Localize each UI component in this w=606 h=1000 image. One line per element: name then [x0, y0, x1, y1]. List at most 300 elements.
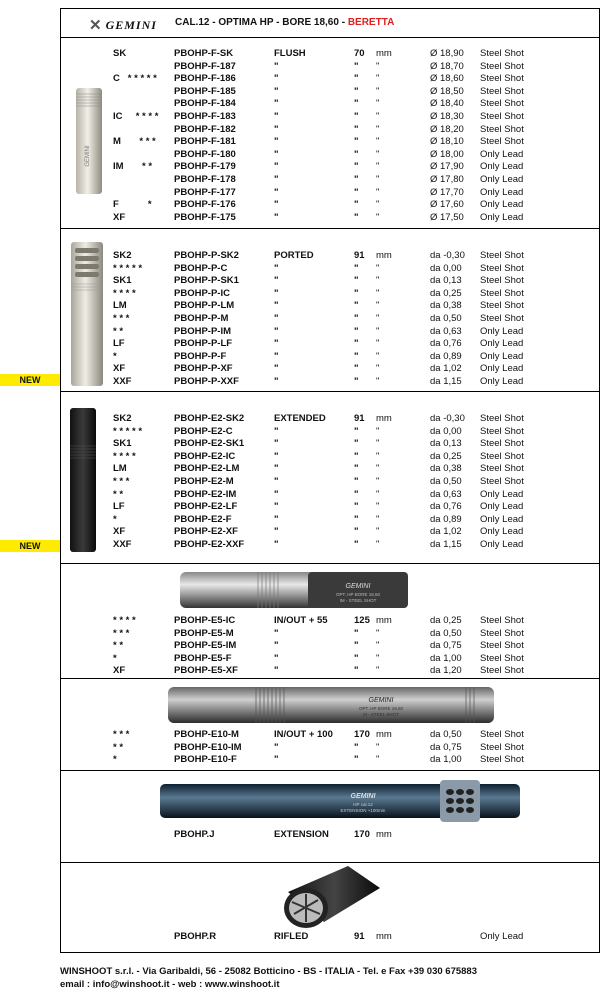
shot-cell: Only Lead: [480, 325, 524, 337]
shot-cell: Only Lead: [480, 376, 524, 387]
grade-cell: * * * *: [113, 615, 136, 626]
shot-cell: Only Lead: [480, 501, 524, 513]
unit-cell: ": [376, 652, 380, 664]
shot-cell: Steel Shot: [480, 627, 524, 639]
svg-text:HP cal.12: HP cal.12: [353, 802, 373, 807]
shot-cell: Steel Shot: [480, 741, 524, 753]
unit-cell: ": [376, 60, 380, 72]
length-cell: ": [354, 325, 359, 337]
code-cell: PBOHP-E2-IM: [174, 488, 237, 500]
diameter-cell: da -0,30: [430, 250, 465, 261]
table-row: [60, 250, 600, 263]
diameter-cell: Ø 17,70: [430, 186, 464, 198]
table-row: [60, 476, 600, 489]
type-cell: ": [274, 526, 279, 538]
svg-text:M - STEEL SHOT: M - STEEL SHOT: [363, 712, 399, 717]
unit-cell: ": [376, 463, 380, 475]
diameter-cell: Ø 18,00: [430, 148, 464, 160]
length-cell: ": [354, 640, 359, 652]
length-cell: ": [354, 501, 359, 513]
unit-cell: ": [376, 275, 380, 287]
shot-cell: Steel Shot: [480, 300, 524, 312]
length-cell: ": [354, 438, 359, 450]
length-cell: ": [354, 363, 359, 375]
unit-cell: ": [376, 174, 380, 185]
code-cell: PBOHP-P-LM: [174, 300, 235, 312]
length-cell: ": [354, 111, 359, 122]
table-row: [60, 463, 600, 476]
type-cell: IN/OUT + 100: [274, 729, 333, 740]
shot-cell: Steel Shot: [480, 123, 524, 135]
footer-contacts: email : info@winshoot.it - web : www.winshoot.it: [60, 979, 280, 990]
unit-cell: ": [376, 73, 380, 85]
grade-cell: M * * *: [113, 136, 156, 148]
unit-cell: ": [376, 526, 380, 538]
table-row: [60, 501, 600, 514]
grade-cell: F *: [113, 199, 152, 211]
table-row: [60, 48, 600, 61]
unit-cell: ": [376, 287, 380, 299]
type-cell: ": [274, 376, 279, 387]
shot-cell: Steel Shot: [480, 85, 524, 97]
type-cell: ": [274, 640, 279, 652]
shot-cell: Steel Shot: [480, 413, 524, 424]
length-cell: ": [354, 174, 359, 185]
unit-cell: mm: [376, 729, 392, 740]
unit-cell: ": [376, 488, 380, 500]
table-row: [60, 124, 600, 137]
length-cell: ": [354, 376, 359, 387]
type-cell: ": [274, 450, 279, 462]
shot-cell: Steel Shot: [480, 438, 524, 450]
type-cell: ": [274, 148, 279, 160]
length-cell: ": [354, 98, 359, 110]
table-row: [60, 288, 600, 301]
length-cell: ": [354, 186, 359, 198]
code-cell: PBOHP-F-181: [174, 136, 236, 148]
grade-cell: *: [113, 350, 117, 362]
length-cell: ": [354, 211, 359, 223]
length-cell: 125: [354, 615, 370, 626]
grade-cell: LF: [113, 338, 125, 350]
type-cell: ": [274, 199, 279, 211]
inout100-choke-image: [166, 684, 496, 726]
table-row: [60, 376, 600, 389]
shot-cell: Steel Shot: [480, 665, 524, 677]
diameter-cell: da 1,15: [430, 376, 462, 387]
table-row: [60, 161, 600, 174]
type-cell: ": [274, 211, 279, 223]
shot-cell: Steel Shot: [480, 250, 524, 261]
diameter-cell: da 0,76: [430, 501, 462, 513]
diameter-cell: da 1,00: [430, 652, 462, 664]
type-cell: ": [274, 98, 279, 110]
type-cell: ": [274, 338, 279, 350]
inout55-brand: GEMINI: [345, 583, 371, 590]
diameter-cell: da 0,89: [430, 350, 462, 362]
type-cell: ": [274, 438, 279, 450]
type-cell: ": [274, 665, 279, 677]
table-row: [60, 199, 600, 212]
grade-cell: * *: [113, 325, 124, 337]
diameter-cell: da 1,00: [430, 754, 462, 766]
unit-cell: ": [376, 161, 380, 173]
diameter-cell: da 0,50: [430, 627, 462, 639]
table-row: [60, 61, 600, 74]
shot-cell: Steel Shot: [480, 652, 524, 664]
type-cell: ": [274, 539, 279, 550]
shot-cell: Steel Shot: [480, 313, 524, 324]
type-cell: ": [274, 161, 279, 173]
table-row: [60, 514, 600, 527]
code-cell: PBOHP-F-187: [174, 60, 236, 72]
rifled-choke-image: [268, 862, 386, 930]
diameter-cell: da 0,38: [430, 463, 462, 475]
table-row: [60, 73, 600, 86]
type-cell: ": [274, 488, 279, 500]
shot-cell: Only Lead: [480, 931, 524, 942]
table-row: [60, 931, 600, 944]
code-cell: PBOHP-E5-M: [174, 627, 234, 639]
length-cell: 170: [354, 829, 370, 840]
gemini-x-icon: ✕: [89, 17, 103, 34]
grade-cell: XXF: [113, 376, 132, 387]
type-cell: IN/OUT + 55: [274, 615, 328, 626]
table-row: [60, 149, 600, 162]
code-cell: PBOHP-E2-M: [174, 476, 234, 487]
code-cell: PBOHP-E5-F: [174, 652, 232, 664]
code-cell: PBOHP-F-176: [174, 199, 236, 211]
length-cell: ": [354, 754, 359, 766]
diameter-cell: da 0,50: [430, 729, 462, 740]
grade-cell: LM: [113, 300, 127, 312]
table-row: [60, 187, 600, 200]
table-row: [60, 640, 600, 653]
length-cell: ": [354, 338, 359, 350]
svg-text:IM - STEEL SHOT: IM - STEEL SHOT: [339, 598, 377, 603]
type-cell: ": [274, 350, 279, 362]
unit-cell: ": [376, 136, 380, 148]
shot-cell: Steel Shot: [480, 425, 524, 437]
grade-cell: XF: [113, 211, 126, 223]
diameter-cell: Ø 17,50: [430, 211, 464, 223]
unit-cell: ": [376, 199, 380, 211]
unit-cell: mm: [376, 829, 392, 840]
shot-cell: Only Lead: [480, 186, 524, 198]
svg-text:GEMINI: GEMINI: [85, 145, 91, 167]
code-cell: PBOHP.R: [174, 931, 217, 942]
length-cell: ": [354, 350, 359, 362]
type-cell: ": [274, 425, 279, 437]
grade-cell: SK2: [113, 413, 132, 424]
shot-cell: Only Lead: [480, 338, 524, 350]
diameter-cell: da 0,50: [430, 476, 462, 487]
code-cell: PBOHP-E5-XF: [174, 665, 238, 677]
unit-cell: ": [376, 186, 380, 198]
grade-cell: SK: [113, 48, 127, 59]
code-cell: PBOHP-F-178: [174, 174, 236, 185]
diameter-cell: da 0,00: [430, 425, 462, 437]
type-cell: ": [274, 111, 279, 122]
grade-cell: * *: [113, 488, 124, 500]
shot-cell: Steel Shot: [480, 48, 524, 59]
type-cell: RIFLED: [274, 931, 309, 942]
type-cell: ": [274, 136, 279, 148]
extension-brand: GEMINI: [350, 793, 376, 800]
code-cell: PBOHP-E2-SK2: [174, 413, 245, 424]
length-cell: ": [354, 123, 359, 135]
length-cell: ": [354, 262, 359, 274]
diameter-cell: da 0,13: [430, 275, 462, 287]
unit-cell: ": [376, 376, 380, 387]
unit-cell: mm: [376, 615, 392, 626]
length-cell: ": [354, 741, 359, 753]
code-cell: PBOHP-E2-LF: [174, 501, 238, 513]
code-cell: PBOHP-F-177: [174, 186, 236, 198]
shot-cell: Steel Shot: [480, 262, 524, 274]
type-cell: ": [274, 186, 279, 198]
grade-cell: *: [113, 754, 117, 766]
unit-cell: ": [376, 501, 380, 513]
length-cell: ": [354, 60, 359, 72]
unit-cell: ": [376, 665, 380, 677]
type-cell: ": [274, 501, 279, 513]
grade-cell: * * *: [113, 627, 130, 639]
inout55-choke-image: [178, 569, 410, 611]
unit-cell: ": [376, 350, 380, 362]
shot-cell: Only Lead: [480, 513, 524, 525]
length-cell: 70: [354, 48, 365, 59]
type-cell: EXTENSION: [274, 829, 329, 840]
type-cell: ": [274, 463, 279, 475]
diameter-cell: Ø 18,20: [430, 123, 464, 135]
type-cell: ": [274, 275, 279, 287]
length-cell: ": [354, 665, 359, 677]
shot-cell: Steel Shot: [480, 476, 524, 487]
unit-cell: mm: [376, 250, 392, 261]
diameter-cell: da 0,38: [430, 300, 462, 312]
shot-cell: Steel Shot: [480, 615, 524, 626]
unit-cell: ": [376, 123, 380, 135]
diameter-cell: da 0,63: [430, 488, 462, 500]
extension-image: [158, 778, 524, 824]
table-row: [60, 86, 600, 99]
unit-cell: ": [376, 338, 380, 350]
code-cell: PBOHP-E5-IM: [174, 640, 237, 652]
grade-cell: C * * * * *: [113, 73, 157, 85]
grade-cell: XF: [113, 665, 126, 677]
length-cell: ": [354, 627, 359, 639]
table-row: [60, 212, 600, 225]
length-cell: 91: [354, 413, 365, 424]
length-cell: ": [354, 463, 359, 475]
brand-name: GEMINI: [105, 17, 157, 32]
unit-cell: ": [376, 300, 380, 312]
length-cell: ": [354, 161, 359, 173]
unit-cell: ": [376, 85, 380, 97]
type-cell: ": [274, 627, 279, 639]
page-title: CAL.12 - OPTIMA HP - BORE 18,60 - BERETTA: [175, 17, 395, 28]
length-cell: 91: [354, 931, 365, 942]
code-cell: PBOHP-E10-M: [174, 729, 239, 740]
diameter-cell: Ø 18,30: [430, 111, 464, 122]
shot-cell: Only Lead: [480, 350, 524, 362]
shot-cell: Only Lead: [480, 488, 524, 500]
diameter-cell: da 0,00: [430, 262, 462, 274]
length-cell: ": [354, 275, 359, 287]
table-row: [60, 351, 600, 364]
unit-cell: ": [376, 627, 380, 639]
shot-cell: Only Lead: [480, 539, 524, 550]
unit-cell: ": [376, 450, 380, 462]
code-cell: PBOHP-E2-F: [174, 513, 232, 525]
code-cell: PBOHP-E2-LM: [174, 463, 240, 475]
grade-cell: * * * *: [113, 287, 136, 299]
code-cell: PBOHP-F-SK: [174, 48, 234, 59]
unit-cell: mm: [376, 48, 392, 59]
diameter-cell: da 0,25: [430, 450, 462, 462]
unit-cell: ": [376, 148, 380, 160]
code-cell: PBOHP-P-XF: [174, 363, 233, 375]
length-cell: ": [354, 450, 359, 462]
diameter-cell: Ø 18,10: [430, 136, 464, 148]
type-cell: ": [274, 85, 279, 97]
length-cell: 91: [354, 250, 365, 261]
type-cell: ": [274, 652, 279, 664]
code-cell: PBOHP.J: [174, 829, 215, 840]
table-row: [60, 111, 600, 124]
diameter-cell: da 0,75: [430, 741, 462, 753]
diameter-cell: Ø 18,50: [430, 85, 464, 97]
shot-cell: Only Lead: [480, 199, 524, 211]
grade-cell: LF: [113, 501, 125, 513]
type-cell: ": [274, 476, 279, 487]
diameter-cell: da 0,50: [430, 313, 462, 324]
diameter-cell: Ø 17,90: [430, 161, 464, 173]
table-row: [60, 539, 600, 552]
shot-cell: Steel Shot: [480, 136, 524, 148]
shot-cell: Steel Shot: [480, 111, 524, 122]
grade-cell: *: [113, 652, 117, 664]
table-row: [60, 136, 600, 149]
table-row: [60, 98, 600, 111]
length-cell: ": [354, 73, 359, 85]
diameter-cell: da 0,76: [430, 338, 462, 350]
diameter-cell: da 0,75: [430, 640, 462, 652]
table-row: [60, 742, 600, 755]
unit-cell: ": [376, 425, 380, 437]
unit-cell: ": [376, 325, 380, 337]
type-cell: ": [274, 123, 279, 135]
code-cell: PBOHP-P-XXF: [174, 376, 239, 387]
shot-cell: Only Lead: [480, 174, 524, 185]
unit-cell: ": [376, 211, 380, 223]
code-cell: PBOHP-E2-IC: [174, 450, 236, 462]
length-cell: ": [354, 526, 359, 538]
shot-cell: Steel Shot: [480, 98, 524, 110]
table-row: [60, 653, 600, 666]
type-cell: PORTED: [274, 250, 314, 261]
shot-cell: Steel Shot: [480, 73, 524, 85]
grade-cell: XF: [113, 363, 126, 375]
svg-text:EXTENSION +100mm: EXTENSION +100mm: [340, 808, 386, 813]
type-cell: ": [274, 754, 279, 766]
diameter-cell: da 0,89: [430, 513, 462, 525]
table-row: [60, 729, 600, 742]
code-cell: PBOHP-P-LF: [174, 338, 233, 350]
table-row: [60, 326, 600, 339]
grade-cell: SK2: [113, 250, 132, 261]
shot-cell: Only Lead: [480, 211, 524, 223]
svg-text:OPT. HP BORE 18,60: OPT. HP BORE 18,60: [336, 592, 380, 597]
grade-cell: IM * *: [113, 161, 153, 173]
unit-cell: ": [376, 313, 380, 324]
grade-cell: * * * * *: [113, 262, 143, 274]
grade-cell: XF: [113, 526, 126, 538]
table-row: [60, 665, 600, 678]
table-row: [60, 754, 600, 767]
table-row: [60, 263, 600, 276]
table-row: [60, 338, 600, 351]
length-cell: ": [354, 287, 359, 299]
code-cell: PBOHP-F-175: [174, 211, 236, 223]
code-cell: PBOHP-P-SK1: [174, 275, 239, 287]
code-cell: PBOHP-P-M: [174, 313, 229, 324]
code-cell: PBOHP-F-184: [174, 98, 236, 110]
code-cell: PBOHP-P-SK2: [174, 250, 239, 261]
diameter-cell: da 1,02: [430, 526, 462, 538]
grade-cell: * * *: [113, 729, 130, 740]
code-cell: PBOHP-P-F: [174, 350, 227, 362]
unit-cell: ": [376, 741, 380, 753]
type-cell: ": [274, 363, 279, 375]
table-row: [60, 526, 600, 539]
length-cell: ": [354, 199, 359, 211]
type-cell: ": [274, 313, 279, 324]
table-row: [60, 451, 600, 464]
unit-cell: ": [376, 640, 380, 652]
length-cell: ": [354, 136, 359, 148]
length-cell: ": [354, 488, 359, 500]
shot-cell: Steel Shot: [480, 754, 524, 766]
new-badge-ported: NEW: [0, 374, 60, 386]
diameter-cell: da 1,02: [430, 363, 462, 375]
type-cell: ": [274, 300, 279, 312]
unit-cell: ": [376, 513, 380, 525]
code-cell: PBOHP-F-180: [174, 148, 236, 160]
inout100-brand: GEMINI: [368, 697, 394, 704]
table-row: [60, 426, 600, 439]
table-row: [60, 300, 600, 313]
table-row: [60, 313, 600, 326]
table-row: [60, 174, 600, 187]
grade-cell: SK1: [113, 275, 132, 287]
header-bar: [60, 8, 600, 38]
diameter-cell: da 0,63: [430, 325, 462, 337]
unit-cell: ": [376, 438, 380, 450]
grade-cell: *: [113, 513, 117, 525]
length-cell: ": [354, 85, 359, 97]
unit-cell: ": [376, 754, 380, 766]
table-row: [60, 363, 600, 376]
length-cell: 170: [354, 729, 370, 740]
type-cell: ": [274, 741, 279, 753]
footer: [60, 965, 477, 991]
unit-cell: ": [376, 363, 380, 375]
code-cell: PBOHP-E2-C: [174, 425, 233, 437]
new-badge-extended: NEW: [0, 540, 60, 552]
type-cell: ": [274, 325, 279, 337]
